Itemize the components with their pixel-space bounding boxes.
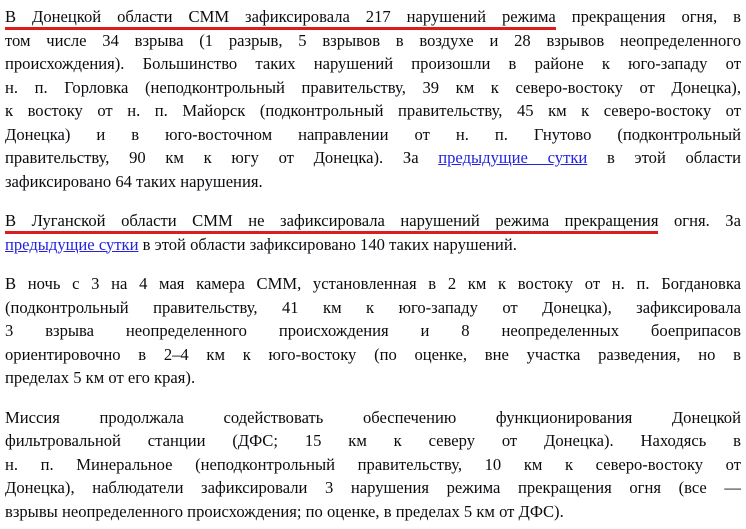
red-underlined-text: В Донецкой области СММ зафиксировала 217 нарушений режима [5, 7, 556, 30]
text-line [5, 406, 741, 430]
text-run: том числе 34 взрыва (1 разрыв, 5 взрывов в воздухе и 28 взрывов неопределенного [5, 30, 741, 50]
text-line [5, 99, 741, 123]
text-line [5, 123, 741, 147]
paragraph-dfs-station [5, 406, 741, 524]
text-run: огня. За [658, 211, 741, 230]
text-line [5, 296, 741, 320]
text-run: прекращения огня, в [555, 7, 741, 26]
text-line [5, 500, 741, 524]
text-run: пределах 5 км от его края). [5, 368, 196, 387]
text-line [5, 453, 741, 477]
text-line [5, 29, 741, 53]
text-line [5, 52, 741, 76]
text-run: происхождения). Большинство таких нарушений произошли в районе к юго-западу от [5, 54, 741, 73]
paragraph-bogdanovka-camera [5, 272, 741, 390]
text-run: правительству, 90 км к югу от Донецка). За [5, 148, 439, 167]
text-run: 3 взрыва неопределенного происхождения и 8 неопределенных боеприпасов [5, 321, 741, 340]
text-run: к востоку от н. п. Майорск (подконтрольный правительству, 45 км к северо-востоку от [5, 101, 741, 120]
text-line [5, 5, 741, 29]
text-line [5, 476, 741, 500]
text-run: взрывы неопределенного происхождения; по оценке, в пределах 5 км от ДФС). [5, 501, 564, 521]
text-line [5, 170, 741, 194]
previous-day-link[interactable]: предыдущие сутки [5, 234, 139, 254]
text-line [5, 343, 741, 367]
text-run: ориентировочно в 2–4 км к юго-востоку (по оценке, вне участка разведения, но в [5, 344, 741, 364]
text-run: в этой области [587, 148, 741, 167]
red-underlined-text: В Луганской области СММ не зафиксировала нарушений режима прекращения [5, 211, 658, 234]
text-run: зафиксировано 64 таких нарушения. [5, 171, 263, 191]
text-run: Донецка), наблюдатели зафиксировали 3 нарушения режима прекращения огня (все — [5, 478, 741, 497]
text-line [5, 233, 741, 257]
text-run: В ночь с 3 на 4 мая камера СММ, установленная в 2 км к востоку от н. п. Богдановка [5, 274, 741, 293]
text-run: (подконтрольный правительству, 41 км к юго-западу от Донецка), зафиксировала [5, 297, 741, 317]
text-run: Донецка) и в юго-восточном направлении от н. п. Гнутово (подконтрольный [5, 124, 741, 144]
text-line [5, 319, 741, 343]
text-line [5, 366, 741, 390]
text-run: н. п. Минеральное (неподконтрольный правительству, 10 км к северо-востоку от [5, 454, 741, 474]
text-run: в этой области зафиксировано 140 таких нарушений. [138, 234, 517, 254]
text-run: н. п. Горловка (неподконтрольный правительству, 39 км к северо-востоку от Донецка), [5, 77, 741, 97]
text-line [5, 146, 741, 170]
text-line [5, 209, 741, 233]
paragraph-donetsk-violations [5, 5, 741, 193]
text-run: Миссия продолжала содействовать обеспечению функционирования Донецкой [5, 407, 741, 427]
text-line [5, 76, 741, 100]
text-line [5, 272, 741, 296]
text-run: фильтровальной станции (ДФС; 15 км к северу от Донецка). Находясь в [5, 431, 741, 450]
text-line [5, 429, 741, 453]
previous-day-link[interactable]: предыдущие сутки [438, 148, 588, 167]
paragraph-luhansk-violations [5, 209, 741, 256]
